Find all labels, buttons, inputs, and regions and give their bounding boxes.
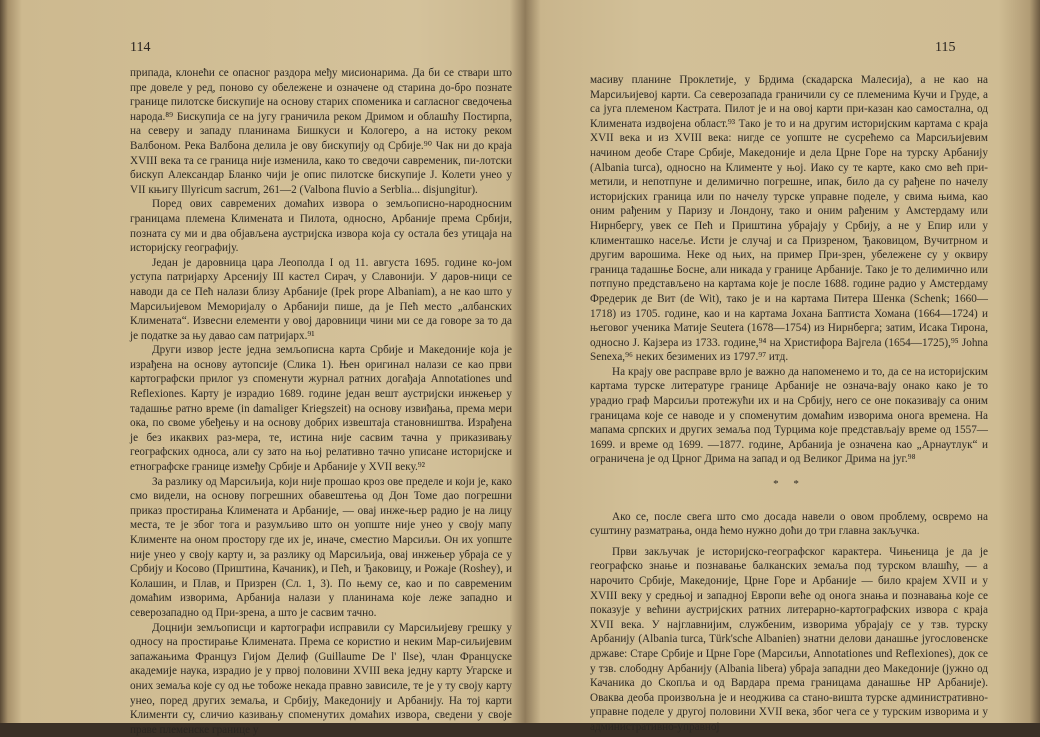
paragraph: Ако се, после свега што смо досада навели о овом проблему, освремо на суштину разматрања, онда ћемо нужно доћи до три главна закључка.: [590, 510, 988, 538]
paragraph: На крају ове расправе врло је важно да напоменемо и то, да се на историјским картама турске литературе границе Арбаније не означа-вају онако како је то урадио граф Марсиљи протежући их и на Србију, него се оне показивају са оним границама које се наводе и у споменутим домаћим изворима онога времена. На мапама српских и других земаља под Турцима које представљају време од 1557—1699. и време од 1699. —1877. године, Арбанија је означена као „Арнаутлук“ и ограничена је од Црног Дрима на запад и од Великог Дрима на југ.⁹⁸: [590, 365, 988, 466]
right-page-body: [590, 73, 988, 735]
paragraph: припада, клонећи се опасног раздора међу мисионарима. Да би се ствари што пре довеле у ред, поново су обележене и означене од старина до-бро познате границе пилотске бискупије на основу старих споменика и сагласног сведочења народа.⁸⁹ Бискупија се на југу граничила реком Дримом и облашћу Постирпа, на северу и западу планинама Бишкуси и Кологеро, а на истоку реком Валбоном. Река Валбона делила је ову бискупију од Србије.⁹⁰ Чак ни до краја XVIII века та се граница није изменила, како то сведочи савременик, пи-лотски бискуп Александар Бланко чији је опис пилотске бискупије J. Колети унео у VII књигу Illyricum sacrum, 261—2 (Valbona fluvio a Serblia... disjungitur).: [130, 67, 512, 196]
page-number-left: 114: [130, 40, 151, 55]
paragraph: За разлику од Марсиљија, који није прошао кроз ове пределе и који је, како смо видели, на основу погрешних обавештења од Дон Томе дао погрешни приказ простирања Климената и Арбаније, — овај инже-њер радио је на лицу места, те је због тога и разумљиво што он уопште није унео у своју мапу Клименте на оном простору где их је, иначе, сместио Марсиљи. Он их уопште није унео у своју карту и, за разлику од Марсиљија, овај инжењер убраја се у Србију и Косово (Приштина, Качаник), и Пећ, и Ђаковицу, и Рожаје (Roshey), и Колашин, и Плав, и Призрен (Сл. 1, 3). По њему се, као и по савременим домаћим изворима, Арбанија налази у планинама које леже западно и северозападно од При-зрена, а што је сасвим тачно.: [130, 475, 512, 619]
paragraph: Поред ових савремених домаћих извора о земљописно-народносним границама племена Климената и Пилота, односно, Арбаније према Србији, позната су ми и два објављена аустријска извора која су остала без утицаја на историјску географију.: [130, 198, 512, 255]
left-page-body: [130, 66, 512, 737]
paragraph: Други извор јесте једна земљописна карта Србије и Македоније која је израђена на основу аутопсије (Слика 1). Њен оригинал налази се као први картографски прилог уз споменути журнал ратних догађаја Annotationes und Reflexiones. Карту је израдио 1689. године један вешт аустријски инжењер у тадашње ратно време (in damaliger Kriegszeit) на основу извиђања, према мери ока, по своме убеђењу и на основу добрих извештаја становништва. Израђена је без икаквих раз-мера, те, истина није сасвим тачна у приказивању географских односа, али су зато на њој релативно тачно уписане историјске и етнографске границе између Србије и Арбаније у XVII веку.⁹²: [130, 344, 512, 474]
paragraph: Први закључак је историјско-географског карактера. Чињеница је да је географско знање и познавање балканских земаља под турском влашћу, — а нарочито Србије, Македоније, Црне Горе и Арбаније — било крајем XVII и у XVIII веку у средњој и западној Европи веће од онога знања и познавања које се показује у већини аустријских ратних литерарно-картографских извора с краја XVII века. У најглавнијим, службеним, изворима убрајају се у тзв. турску Арбанију (Albania turca, Türk'sche Albanien) знатни делови данашње југословенске државе: Старе Србије и Црне Горе (Марсиљи, Annotationes und Reflexiones), док се у тзв. слободну Арбанију (Albania libera) убраја западни део Македоније (јужно од Качаника до Скопља и од Вардара према границама данашње НР Арбаније). Оваква деоба произвољна је и неоджива са стано-вишта турске административно-управне поделе у другој половини XVII века, због чега се у турским изворима и у административно-управној: [590, 545, 988, 733]
section-separator: * *: [773, 478, 805, 491]
paragraph: Доцнији земљописци и картографи исправили су Марсиљијеву грешку у односу на простирање Климената. Према се користио и неким Мар-сиљијевим запажањима Француз Гијом Делиф (Guillaume De l' Ilse), члан Француске академије наука, израдио је у првој половини XVIII века једну карту Угарске и оних земаља које су од ње тобоже некада правно зависиле, те је у ту своју карту унео, поред других земаља, и Србију, Македонију и Арбанију. На тој карти Клименти су, сличио казивању споменутих домаћих извора, сведени у своје праве племенске границе у: [130, 621, 512, 736]
page-number-right: 115: [935, 40, 956, 55]
paragraph: масиву планине Проклетије, у Брдима (скадарска Малесија), а не као на Марсиљијевој карти. Са северозапада граничили су се племенима Кучи и Груде, а са југа племеном Кастрата. Пилот је и на овој карти при-казан као самостална, од Климената издвојена област.⁹³ Тако је то и на другим историјским картама с краја XVII века и из XVIII века: нигде се уопште не сусрећемо са Марсиљијевим начином деобе Старе Србије, Македоније и дела Црне Горе на турску Арбанију (Albania turca), односно на Клименте у њој. Иако су те карте, како смо већ при-метили, и непотпуне и делимично погрешне, ипак, било да су рађене по начелу историјских граница или по начелу турске управне поделе, у свима њима, као оним рађеним у Паризу и Лондону, тако и оним рађеним у Амстердаму или Нирнбергу, увек се Пећ и Приштина убрајају у Србију, а не у Епир или у клименташко насеље. Исти је случај и са Призреном, Ђаковицом, Вучитрном и другим варошима. Неке од њих, на пример При-зрен, убележене су у оквиру граница тадашње Босне, али никада у границе Арбаније. Тако је то делимично или потпуно представљено на картама које је после 1688. године радио у Амстердаму Фредерик де Вит (de Wit), тако је и на картама Питера Шенка (Schenk; 1660—1718) из 1705. године, као и на картама Јохана Баптиста Хомана (1664—1724) и његовог ученика Матије Seutera (1678—1754) из Нирнберга; затим, Исака Тирона, односно Ј. Кајзера из 1733. године,⁹⁴ на Христифора Вајгела (1654—1725),⁹⁵ Johna Senexa,⁹⁶ неких безимених из 1797.⁹⁷ итд.: [590, 74, 988, 364]
paragraph: Један је даровница цара Леополда I од 11. августа 1695. године ко-јом уступа патријарху Арсенију III кастел Сирач, у Славонији. У даров-ници се наводи да се Пећ налази близу Арбаније (Ipek prope Albaniam), а не као што у Марсиљијевом Меморијалу о Арбанији пише, да је Пећ место „албанских Климената“. Извесни елементи у овој даровници чини ми се да говоре за то да је податке за њу давао сам патријарх.⁹¹: [130, 256, 512, 342]
right-page: [540, 0, 1026, 733]
left-page: [24, 0, 524, 736]
